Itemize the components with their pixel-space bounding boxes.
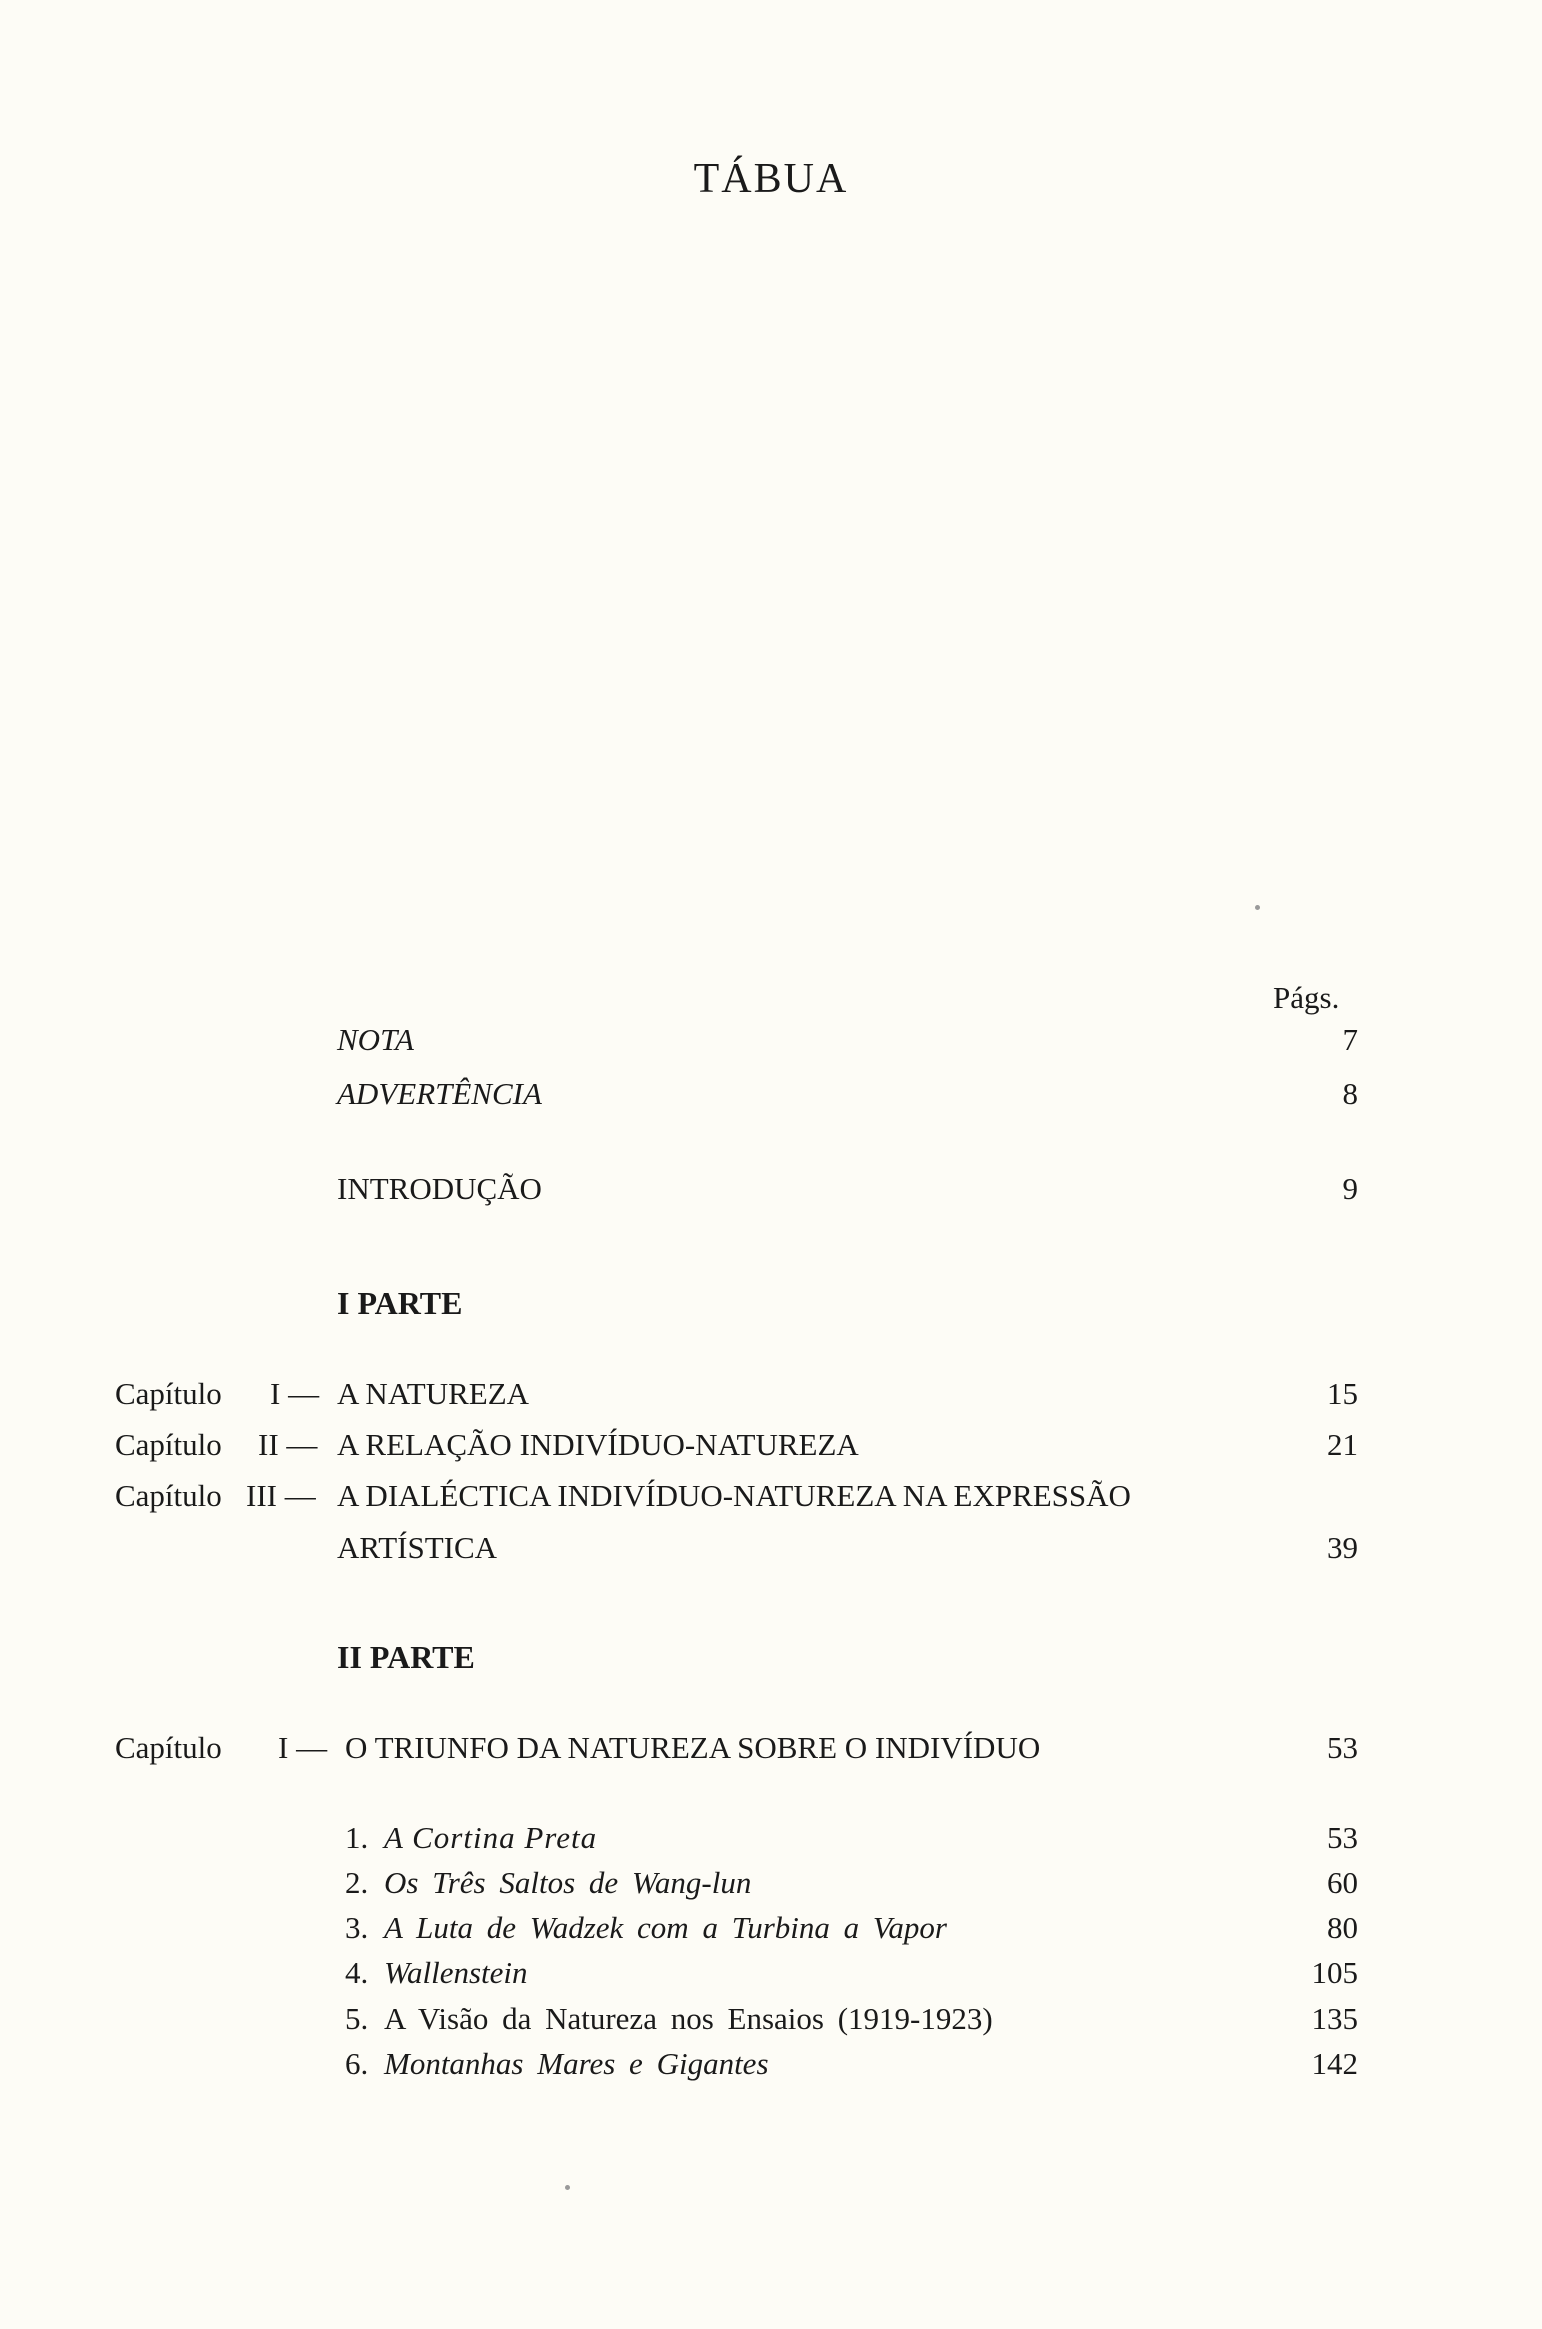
chapter-numeral: I — <box>278 1730 328 1765</box>
toc-page-number: 142 <box>1311 2046 1358 2081</box>
toc-entry-section-6[interactable]: Montanhas Mares e Gigantes <box>384 2046 769 2081</box>
toc-entry-section-5[interactable]: A Visão da Natureza nos Ensaios (1919-1923) <box>384 2001 993 2036</box>
part-heading-2: II PARTE <box>337 1639 475 1675</box>
toc-entry-advertencia[interactable]: ADVERTÊNCIA <box>337 1076 542 1111</box>
toc-entry-nota[interactable]: NOTA <box>337 1022 414 1057</box>
section-number: 5. <box>345 2001 369 2036</box>
toc-entry-section-4[interactable]: Wallenstein <box>384 1955 528 1990</box>
toc-page-number: 53 <box>1327 1730 1358 1765</box>
toc-entry-chapter-1-3-continued[interactable]: ARTÍSTICA <box>337 1530 498 1565</box>
toc-entry-section-1[interactable]: A Cortina Preta <box>384 1820 598 1855</box>
toc-page-number: 105 <box>1311 1955 1358 1990</box>
scan-speck <box>1255 905 1260 910</box>
toc-entry-chapter-1-3[interactable]: A DIALÉCTICA INDIVÍDUO-NATUREZA NA EXPRESSÃO <box>337 1478 1131 1513</box>
section-number: 2. <box>345 1865 369 1900</box>
toc-entry-chapter-1-2[interactable]: A RELAÇÃO INDIVÍDUO-NATUREZA <box>337 1427 859 1462</box>
toc-page-number: 7 <box>1342 1022 1358 1057</box>
toc-page-number: 9 <box>1342 1171 1358 1206</box>
section-number: 3. <box>345 1910 369 1945</box>
part-heading-1: I PARTE <box>337 1285 463 1321</box>
chapter-numeral: II — <box>258 1427 318 1462</box>
toc-page-number: 15 <box>1327 1376 1358 1411</box>
chapter-numeral: III — <box>246 1478 316 1513</box>
page-title: TÁBUA <box>693 156 849 202</box>
section-number: 1. <box>345 1820 369 1855</box>
toc-page-number: 39 <box>1327 1530 1358 1565</box>
chapter-label: Capítulo <box>115 1376 222 1411</box>
chapter-label: Capítulo <box>115 1730 222 1765</box>
section-number: 4. <box>345 1955 369 1990</box>
toc-page-number: 8 <box>1342 1076 1358 1111</box>
toc-entry-chapter-2-1[interactable]: O TRIUNFO DA NATUREZA SOBRE O INDIVÍDUO <box>345 1730 1041 1765</box>
toc-entry-section-3[interactable]: A Luta de Wadzek com a Turbina a Vapor <box>384 1910 947 1945</box>
chapter-label: Capítulo <box>115 1427 222 1462</box>
toc-entry-section-2[interactable]: Os Três Saltos de Wang-lun <box>384 1865 752 1900</box>
pages-column-header: Págs. <box>1273 980 1340 1015</box>
toc-page-number: 60 <box>1327 1865 1358 1900</box>
chapter-numeral: I — <box>270 1376 320 1411</box>
toc-page-number: 53 <box>1327 1820 1358 1855</box>
toc-page-number: 135 <box>1311 2001 1358 2036</box>
toc-entry-chapter-1-1[interactable]: A NATUREZA <box>337 1376 530 1411</box>
toc-page-number: 21 <box>1327 1427 1358 1462</box>
scan-speck <box>565 2185 570 2190</box>
section-number: 6. <box>345 2046 369 2081</box>
chapter-label: Capítulo <box>115 1478 222 1513</box>
toc-page-number: 80 <box>1327 1910 1358 1945</box>
toc-entry-introducao[interactable]: INTRODUÇÃO <box>337 1171 542 1206</box>
